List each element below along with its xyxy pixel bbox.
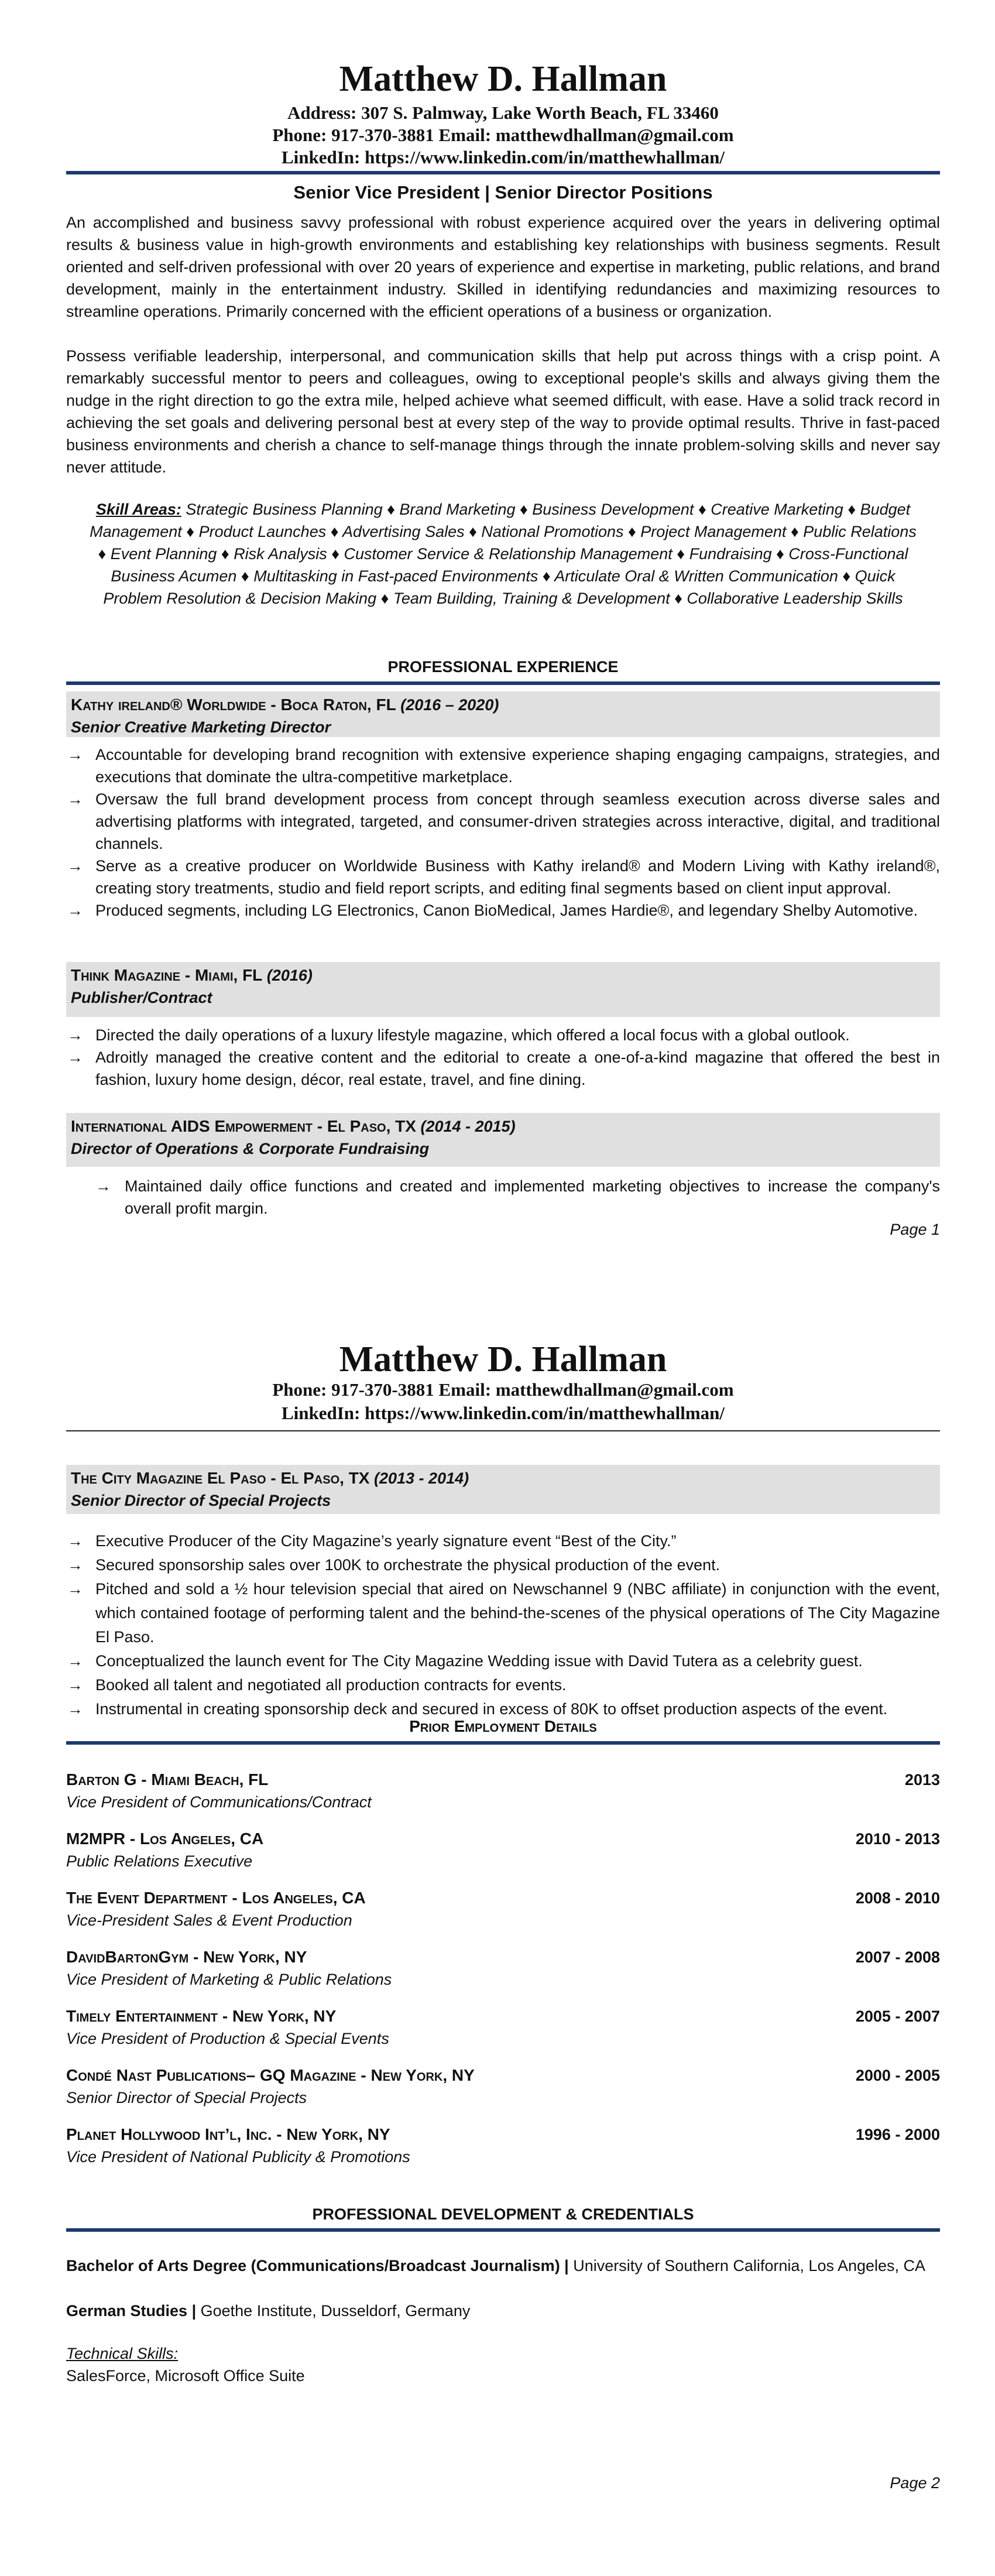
skill-item: Creative Marketing — [711, 501, 843, 518]
job-bullets — [66, 744, 940, 922]
school: University of Southern California, Los Angeles, CA — [568, 2257, 926, 2274]
skill-item: Budget Management — [90, 501, 911, 540]
skill-item: Cross-Functional Business Acumen — [111, 545, 908, 585]
skill-separator: ♦ — [515, 501, 533, 518]
prior-company: DavidBartonGym - New York, NY — [66, 1948, 307, 1966]
prior-employment-row — [66, 1828, 940, 1850]
prior-years: 1996 - 2000 — [855, 2126, 940, 2143]
skill-item: Event Planning — [110, 545, 217, 563]
job-company: The City Magazine El Paso - El Paso, TX — [71, 1469, 370, 1487]
skill-item: Public Relations — [803, 523, 917, 540]
prior-company: The Event Department - Los Angeles, CA — [66, 1889, 366, 1907]
skill-areas — [66, 498, 940, 609]
school: Goethe Institute, Dusseldorf, Germany — [196, 2302, 471, 2320]
skill-separator: ♦ — [98, 545, 111, 563]
skill-areas-label: Skill Areas: — [95, 501, 181, 518]
skill-separator: ♦ — [838, 567, 855, 585]
arrow-icon: → — [67, 1652, 83, 1670]
page2-divider — [66, 1430, 940, 1431]
job-role: Director of Operations & Corporate Fundraising — [71, 1140, 430, 1157]
degree: German Studies | — [66, 2302, 197, 2320]
prior-employment-row — [66, 1769, 940, 1791]
prior-title: Vice President of Marketing & Public Relations — [66, 1971, 392, 1988]
job-company: International AIDS Empowerment - El Paso, TX — [71, 1117, 416, 1135]
bullet-item — [66, 855, 940, 899]
skill-separator: ♦ — [771, 545, 789, 563]
bullet-text: Conceptualized the launch event for The City Magazine Wedding issue with David Tutera as a celebrity guest. — [95, 1652, 863, 1670]
prior-years: 2013 — [904, 1771, 940, 1789]
linkedin-page2: LinkedIn: https://www.linkedin.com/in/matthewhallman/ — [281, 1403, 725, 1423]
prior-company: Planet Hollywood Int’l, Inc. - New York, NY — [66, 2125, 390, 2143]
job-dates: (2013 - 2014) — [374, 1469, 469, 1487]
bullet-text: Executive Producer of the City Magazine’s yearly signature event “Best of the City.” — [95, 1532, 677, 1550]
technical-skills-label: Technical Skills: — [66, 2345, 179, 2362]
linkedin: LinkedIn: https://www.linkedin.com/in/matthewhallman/ — [281, 147, 725, 167]
bullet-item — [66, 1529, 940, 1553]
prior-employment-item — [66, 1769, 940, 1828]
skill-item: Strategic Business Planning — [186, 501, 383, 518]
prior-divider — [66, 1741, 940, 1745]
arrow-icon: → — [67, 1556, 83, 1574]
page-number: Page 1 — [890, 1221, 940, 1238]
skill-separator: ♦ — [464, 523, 482, 540]
bullet-text: Booked all talent and negotiated all production contracts for events. — [95, 1676, 567, 1694]
bullet-text: Adroitly managed the creative content and the editorial to create a one-of-a-kind magazine that offered the best in fashion, luxury home design, décor, real estate, travel, and fine dining. — [95, 1049, 940, 1088]
prior-employment-row — [66, 2005, 940, 2027]
skill-separator: ♦ — [327, 545, 344, 563]
arrow-icon: → — [67, 746, 83, 763]
prior-employment-item — [66, 2123, 940, 2183]
prior-title: Vice President of Communications/Contract — [66, 1793, 372, 1811]
bullet-item — [66, 1024, 940, 1046]
prior-company: M2MPR - Los Angeles, CA — [66, 1830, 264, 1848]
prior-employment-list — [66, 1769, 940, 2183]
prior-title: Senior Director of Special Projects — [66, 2089, 307, 2106]
prior-employment-row — [66, 2123, 940, 2146]
degree: Bachelor of Arts Degree (Communications/Broadcast Journalism) | — [66, 2257, 569, 2274]
arrow-icon: → — [67, 1026, 83, 1044]
job-header — [66, 1465, 940, 1514]
prior-employment-heading: Prior Employment Details — [409, 1717, 597, 1735]
job-dates: (2016 – 2020) — [400, 696, 499, 714]
job-header — [66, 962, 940, 1017]
arrow-icon: → — [95, 1177, 111, 1195]
skill-separator: ♦ — [217, 545, 234, 563]
bullet-text: Accountable for developing brand recognition with extensive experience shaping engaging campaigns, strategies, and executions that dominate the ultra-competitive marketplace. — [95, 746, 940, 786]
arrow-icon: → — [67, 790, 83, 808]
arrow-icon: → — [67, 1049, 83, 1066]
skill-separator: ♦ — [382, 501, 400, 518]
phone-email-page2: Phone: 917-370-3881 Email: matthewdhallman@gmail.com — [272, 1379, 734, 1400]
prior-employment-item — [66, 1946, 940, 2005]
bullet-text: Instrumental in creating sponsorship deck and secured in excess of 80K to offset production aspects of the event. — [95, 1700, 888, 1718]
bullet-item — [66, 1175, 940, 1220]
candidate-name: Matthew D. Hallman — [339, 59, 667, 99]
arrow-icon: → — [67, 1532, 83, 1550]
bullet-item — [66, 899, 940, 922]
technical-skills-value: SalesForce, Microsoft Office Suite — [66, 2367, 305, 2385]
header-divider — [66, 171, 940, 174]
skill-item: Collaborative Leadership Skills — [687, 590, 903, 607]
prior-years: 2007 - 2008 — [855, 1948, 940, 1966]
job-dates: (2014 - 2015) — [420, 1118, 516, 1135]
bullet-item — [66, 1577, 940, 1649]
skill-item: National Promotions — [481, 523, 624, 540]
prior-employment-item — [66, 2005, 940, 2064]
education-item — [66, 2255, 940, 2277]
skill-separator: ♦ — [670, 590, 687, 607]
bullet-text: Pitched and sold a ½ hour television special that aired on Newschannel 9 (NBC affiliate) in conjunction with the event, which contained footage of performing talent and the behind-the-scenes of the physical operations of The City Magazine El Paso. — [95, 1580, 940, 1646]
job-dates: (2016) — [266, 967, 313, 984]
skill-separator: ♦ — [376, 590, 393, 607]
arrow-icon: → — [67, 857, 83, 875]
job-company: Think Magazine - Miami, FL — [71, 966, 263, 984]
skill-item: Fundraising — [689, 545, 772, 563]
job-bullets — [66, 1175, 940, 1220]
prior-employment-row — [66, 1887, 940, 1909]
address: Address: 307 S. Palmway, Lake Worth Beach, FL 33460 — [287, 102, 719, 123]
bullet-text: Oversaw the full brand development process from concept through seamless execution across diverse sales and advertising platforms with integrated, targeted, and consumer-driven strategies across interactive, digital, and traditional channels. — [95, 790, 940, 852]
skill-separator: ♦ — [672, 545, 689, 563]
prior-title: Vice-President Sales & Event Production — [66, 1912, 352, 1929]
arrow-icon: → — [67, 902, 83, 919]
arrow-icon: → — [67, 1700, 83, 1718]
candidate-name-page2: Matthew D. Hallman — [339, 1340, 667, 1379]
skill-separator: ♦ — [843, 501, 860, 518]
prior-years: 2008 - 2010 — [855, 1889, 940, 1907]
skill-separator: ♦ — [181, 523, 199, 540]
skill-separator: ♦ — [623, 523, 641, 540]
skill-item: Advertising Sales — [342, 523, 465, 540]
prior-years: 2005 - 2007 — [855, 2008, 940, 2025]
bullet-text: Maintained daily office functions and created and implemented marketing objectives to increase the company's overall profit margin. — [125, 1177, 940, 1217]
bullet-item — [66, 1673, 940, 1697]
bullet-item — [66, 1046, 940, 1091]
prior-company: Condé Nast Publications– GQ Magazine - New York, NY — [66, 2066, 475, 2084]
skill-item: Team Building, Training & Development — [393, 590, 670, 607]
prior-employment-item — [66, 2064, 940, 2123]
prior-title: Vice President of Production & Special Events — [66, 2030, 389, 2047]
bullet-item — [66, 744, 940, 788]
skill-separator: ♦ — [538, 567, 555, 585]
job-role: Senior Director of Special Projects — [71, 1492, 331, 1509]
prior-years: 2000 - 2005 — [855, 2067, 940, 2084]
skill-item: Customer Service & Relationship Management — [344, 545, 673, 563]
skill-item: Project Management — [640, 523, 787, 540]
skill-separator: ♦ — [236, 567, 254, 585]
prior-employment-item — [66, 1887, 940, 1946]
skill-item: Risk Analysis — [234, 545, 327, 563]
bullet-text: Serve as a creative producer on Worldwide Business with Kathy ireland® and Modern Living with Kathy ireland®, creating story treatments, studio and field report scripts, and editing final segments based on client input approval. — [95, 857, 940, 897]
prior-employment-row — [66, 2064, 940, 2087]
experience-heading: PROFESSIONAL EXPERIENCE — [387, 658, 619, 676]
bullet-text: Produced segments, including LG Electronics, Canon BioMedical, James Hardie®, and legendary Shelby Automotive. — [95, 902, 918, 919]
skill-item: Quick Problem Resolution & Decision Making — [103, 567, 896, 607]
bullet-text: Directed the daily operations of a luxury lifestyle magazine, which offered a local focus with a global outlook. — [95, 1026, 850, 1044]
prior-title: Public Relations Executive — [66, 1852, 253, 1870]
summary-paragraph-2: Possess verifiable leadership, interpersonal, and communication skills that help put across things with a crisp point. A remarkably successful mentor to peers and colleagues, owing to exceptional people's skills and always giving them the nudge in the right direction to go the extra mile, helped achieve what seemed difficult, with ease. Have a solid track record in achieving the set goals and delivering personal best at every step of the way to provide optimal results. Thrive in fast-paced business environments and cherish a chance to self-manage things through the innate problem-solving skills and never say never attitude. — [66, 347, 940, 476]
skill-item: Articulate Oral & Written Communication — [554, 567, 838, 585]
job-header — [66, 691, 940, 737]
bullet-item — [66, 1649, 940, 1673]
credentials-divider — [66, 2228, 940, 2232]
skill-item: Product Launches — [198, 523, 327, 540]
phone-email: Phone: 917-370-3881 Email: matthewdhallman@gmail.com — [272, 125, 734, 145]
job-bullets — [66, 1529, 940, 1721]
job-header — [66, 1113, 940, 1167]
page-number: Page 2 — [890, 2474, 940, 2492]
job-role: Publisher/Contract — [71, 989, 212, 1006]
skill-separator: ♦ — [326, 523, 342, 540]
arrow-icon: → — [67, 1580, 83, 1598]
job-bullets — [66, 1024, 940, 1091]
prior-company: Timely Entertainment - New York, NY — [66, 2007, 337, 2025]
bullet-item — [66, 788, 940, 855]
prior-employment-item — [66, 1828, 940, 1887]
arrow-icon: → — [67, 1676, 83, 1694]
job-company: Kathy ireland® Worldwide - Boca Raton, FL — [71, 696, 396, 714]
skill-separator: ♦ — [694, 501, 711, 518]
prior-employment-row — [66, 1946, 940, 1968]
prior-title: Vice President of National Publicity & Promotions — [66, 2148, 410, 2166]
skill-item: Business Development — [532, 501, 694, 518]
prior-company: Barton G - Miami Beach, FL — [66, 1770, 269, 1789]
prior-years: 2010 - 2013 — [855, 1830, 940, 1848]
credentials-heading: PROFESSIONAL DEVELOPMENT & CREDENTIALS — [312, 2205, 694, 2223]
summary-paragraph-1: An accomplished and business savvy professional with robust experience acquired over the years in delivering optimal results & business value in high-growth environments and establishing key relationships with business segments. Result oriented and self-driven professional with over 20 years of experience and expertise in marketing, public relations, and brand development, mainly in the entertainment industry. Skilled in identifying redundancies and maximizing resources to streamline operations. Primarily concerned with the efficient operations of a business or organization. — [66, 214, 940, 320]
skill-item: Brand Marketing — [399, 501, 516, 518]
skill-separator: ♦ — [786, 523, 804, 540]
headline: Senior Vice President | Senior Director Positions — [293, 182, 713, 203]
education-item — [66, 2300, 940, 2322]
bullet-text: Secured sponsorship sales over 100K to orchestrate the physical production of the event. — [95, 1556, 720, 1574]
experience-divider — [66, 681, 940, 685]
job-role: Senior Creative Marketing Director — [71, 718, 331, 736]
skill-item: Multitasking in Fast-paced Environments — [253, 567, 538, 585]
bullet-item — [66, 1553, 940, 1577]
technical-skills — [66, 2342, 940, 2387]
